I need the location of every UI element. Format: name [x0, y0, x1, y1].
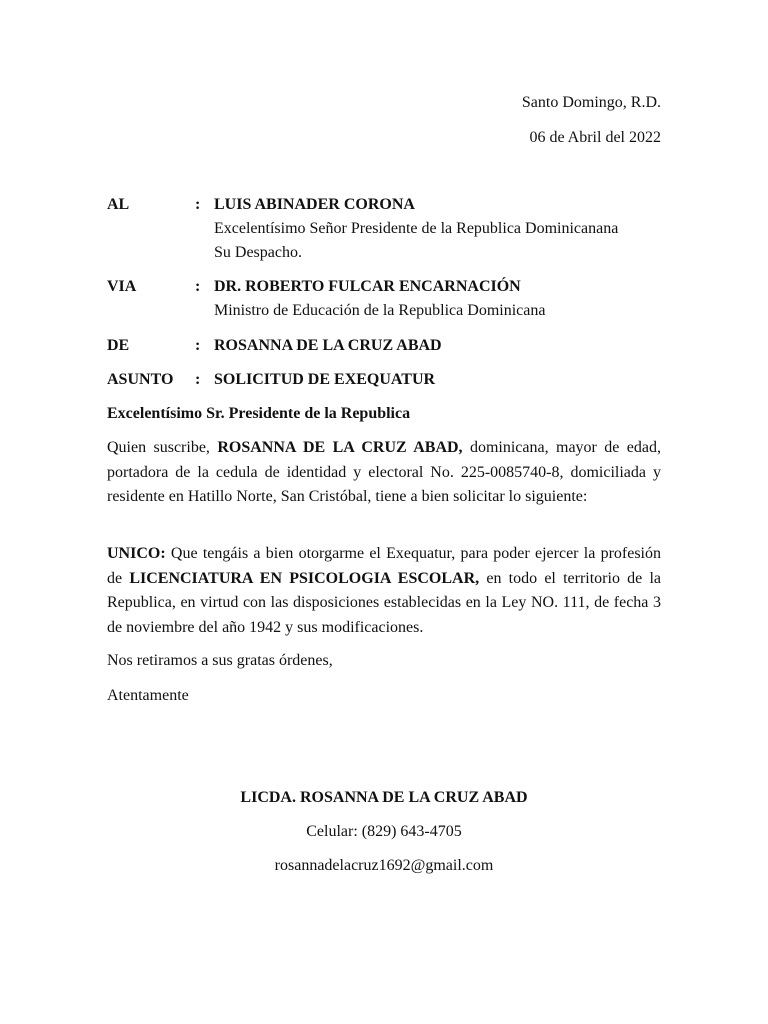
- header-via-colon: :: [195, 278, 201, 295]
- header-asunto-colon: :: [195, 371, 201, 388]
- paragraph-request: [107, 436, 661, 510]
- closing-atentamente: Atentamente: [107, 687, 189, 704]
- header-via-key: VIA: [107, 278, 137, 295]
- header-de-colon: :: [195, 337, 201, 354]
- header-asunto-name: SOLICITUD DE EXEQUATUR: [214, 371, 436, 388]
- header-al-line2: Excelentísimo Señor Presidente de la Republica Dominicanana: [214, 220, 619, 237]
- header-via-line2: Ministro de Educación de la Republica Dominicana: [214, 302, 546, 319]
- applicant-name: ROSANNA DE LA CRUZ ABAD,: [217, 439, 463, 456]
- header-de-name: ROSANNA DE LA CRUZ ABAD: [214, 337, 442, 354]
- paragraph-unico: [107, 542, 661, 640]
- paragraph-unico-post: en todo el territorio de la Republica, en virtud con las disposiciones establecidas en la Ley NO. 111, de fecha 3 de noviembre del año 1942 y sus modificaciones.: [107, 569, 662, 636]
- header-de-key: DE: [107, 337, 130, 354]
- signature-email: rosannadelacruz1692@gmail.com: [274, 857, 494, 874]
- header-al-line3: Su Despacho.: [214, 244, 302, 261]
- closing-line: Nos retiramos a sus gratas órdenes,: [107, 652, 333, 669]
- career-name: LICENCIATURA EN PSICOLOGIA ESCOLAR,: [129, 569, 480, 587]
- salutation: Excelentísimo Sr. Presidente de la Republica: [107, 405, 411, 422]
- header-asunto-key: ASUNTO: [107, 371, 174, 388]
- paragraph-request-pre: Quien suscribe,: [107, 439, 218, 456]
- place-line: Santo Domingo, R.D.: [521, 94, 661, 111]
- date-line: 06 de Abril del 2022: [529, 129, 661, 146]
- header-via-name: DR. ROBERTO FULCAR ENCARNACIÓN: [214, 278, 521, 295]
- unico-label: UNICO:: [107, 545, 166, 562]
- paragraph-unico-pre: Que tengáis a bien otorgarme el Exequatur, para poder ejercer la profesión de: [107, 545, 661, 587]
- paragraph-request-post: dominicana, mayor de edad, portadora de la cedula de identidad y electoral No. 225-0085740-8, domiciliada y residente en Hatillo Norte, San Cristóbal, tiene a bien solicitar lo siguiente:: [107, 439, 662, 505]
- header-al-colon: :: [195, 196, 201, 213]
- signature-phone: Celular: (829) 643-4705: [306, 823, 462, 840]
- header-al-name: LUIS ABINADER CORONA: [214, 196, 415, 213]
- signature-name: LICDA. ROSANNA DE LA CRUZ ABAD: [240, 789, 528, 806]
- header-al-key: AL: [107, 196, 130, 213]
